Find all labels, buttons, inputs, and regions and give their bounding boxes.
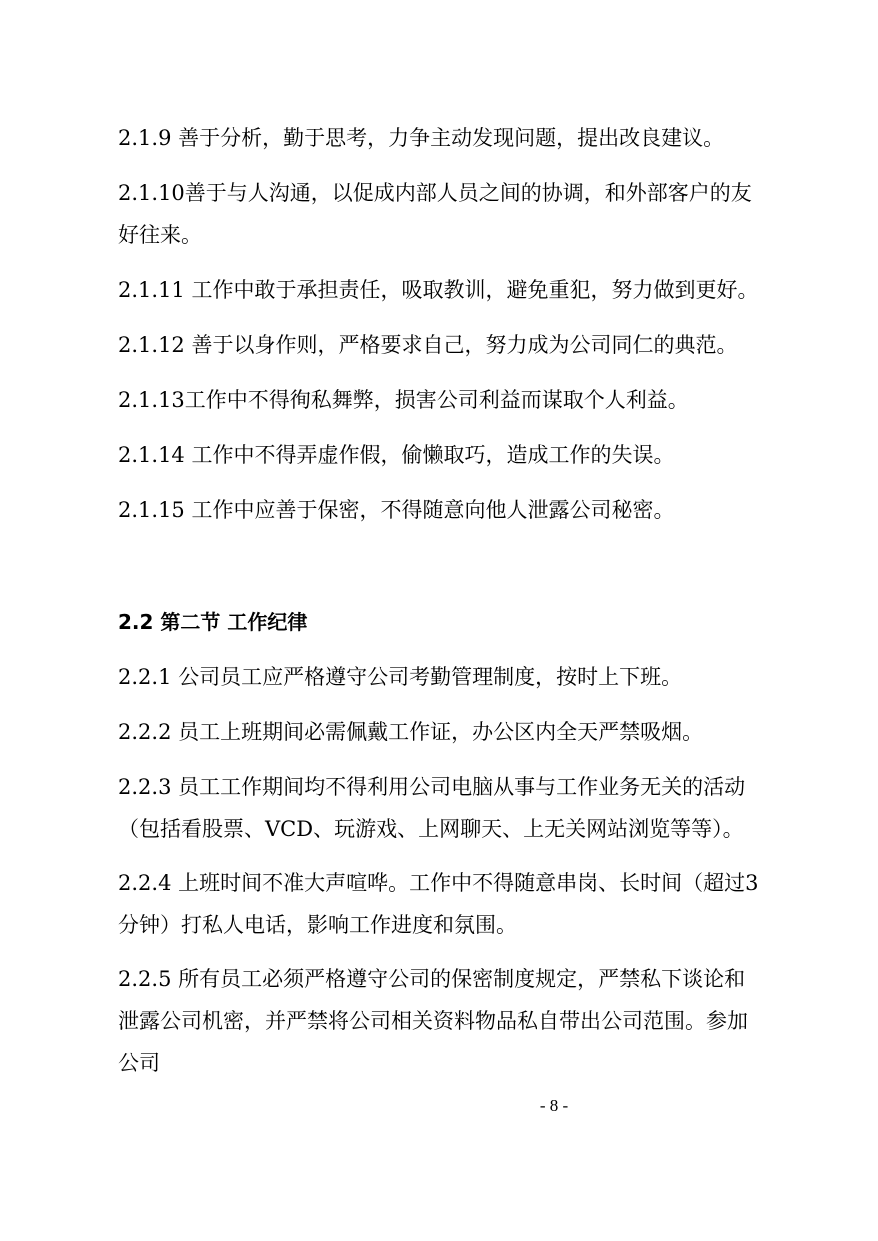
clause-2-2-5: 2.2.5 所有员工必须严格遵守公司的保密制度规定，严禁私下谈论和泄露公司机密，并严禁将公司相关资料物品私自带出公司范围。参加公司 <box>118 967 748 1075</box>
clause-2-1-12: 2.1.12 善于以身作则，严格要求自己，努力成为公司同仁的典范。 <box>118 333 738 357</box>
clause-2-1-15: 2.1.15 工作中应善于保密，不得随意向他人泄露公司秘密。 <box>118 498 675 522</box>
clause-2-1-11: 2.1.11 工作中敢于承担责任，吸取教训，避免重犯，努力做到更好。 <box>118 278 759 302</box>
clause-2-2-3: 2.2.3 员工工作期间均不得利用公司电脑从事与工作业务无关的活动（包括看股票、VCD、玩游戏、上网聊天、上无关网站浏览等等）。 <box>118 775 746 841</box>
section-heading-2-2: 2.2 第二节 工作纪律 <box>118 610 308 634</box>
clause-2-2-2: 2.2.2 员工上班期间必需佩戴工作证，办公区内全天严禁吸烟。 <box>118 720 704 744</box>
clause-2-1-14: 2.1.14 工作中不得弄虚作假，偷懒取巧，造成工作的失误。 <box>118 443 675 467</box>
clause-2-1-13: 2.1.13工作中不得徇私舞弊，损害公司利益而谋取个人利益。 <box>118 388 689 412</box>
page-number: - 8 - <box>539 1096 569 1115</box>
clause-2-1-10: 2.1.10善于与人沟通，以促成内部人员之间的协调，和外部客户的友好往来。 <box>118 181 752 247</box>
clause-2-1-9: 2.1.9 善于分析，勤于思考，力争主动发现问题，提出改良建议。 <box>118 126 725 150</box>
clause-2-2-1: 2.2.1 公司员工应严格遵守公司考勤管理制度，按时上下班。 <box>118 665 683 689</box>
clause-2-2-4: 2.2.4 上班时间不准大声喧哗。工作中不得随意串岗、长时间（超过3分钟）打私人电话，影响工作进度和氛围。 <box>118 871 759 937</box>
